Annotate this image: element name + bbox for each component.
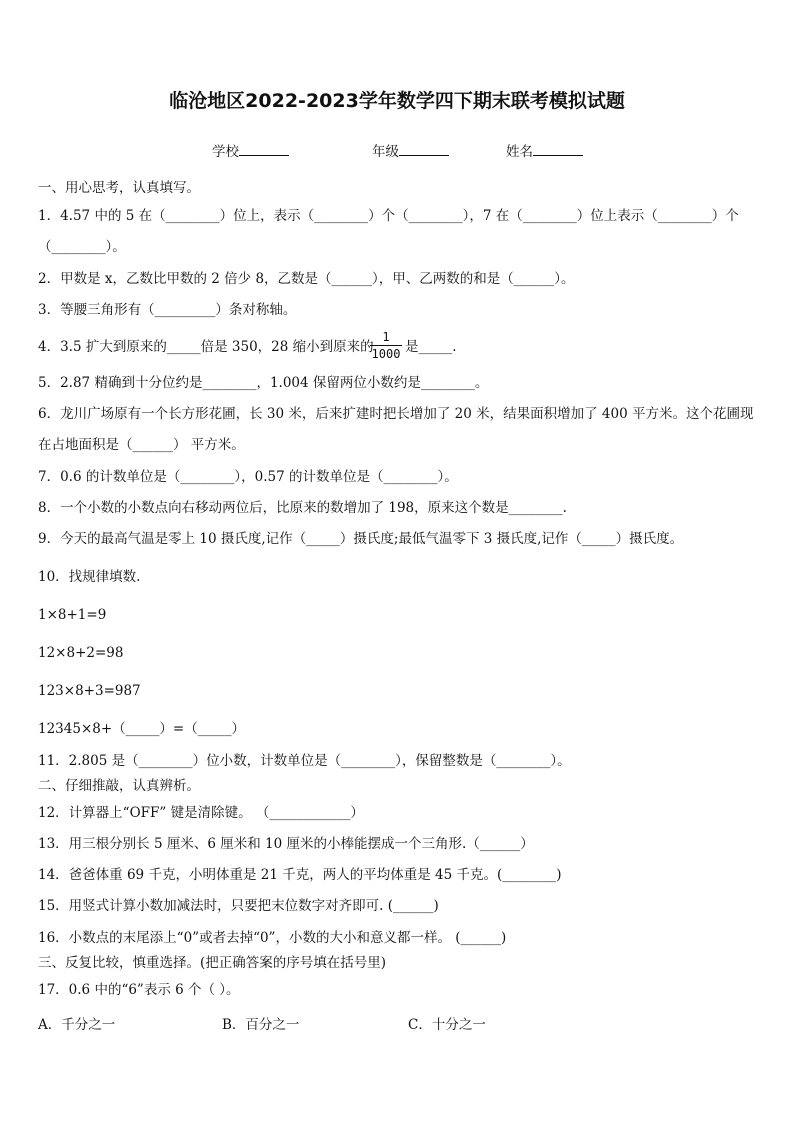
pattern-line-3: 123×8+3=987 xyxy=(38,683,141,699)
fraction-numerator: 1 xyxy=(382,330,390,344)
question-2: 2．甲数是 x，乙数比甲数的 2 倍少 8，乙数是（______），甲、乙两数的和是（______）。 xyxy=(38,271,575,287)
fraction xyxy=(368,330,404,361)
name-blank xyxy=(533,144,583,156)
fraction-denominator: 1000 xyxy=(371,347,401,361)
question-17: 17．0.6 中的“6”表示 6 个（ ）。 xyxy=(38,982,240,998)
question-15: 15．用竖式计算小数加减法时，只要把末位数字对齐即可. (______) xyxy=(38,898,439,914)
name-label: 姓名 xyxy=(506,144,533,160)
pattern-line-1: 1×8+1=9 xyxy=(38,607,107,623)
question-12: 12．计算器上“OFF” 键是清除键。 （____________） xyxy=(38,805,364,821)
question-3: 3．等腰三角形有（_________）条对称轴。 xyxy=(38,302,297,318)
school-field xyxy=(212,140,289,160)
school-blank xyxy=(239,144,289,156)
grade-field xyxy=(372,140,449,160)
question-10: 10．找规律填数. xyxy=(38,569,141,585)
question-6: 6．龙川广场原有一个长方形花圃，长 30 米，后来扩建时把长增加了 20 米，结果面积增加了 400 平方米。这个花圃现 xyxy=(38,406,754,422)
school-label: 学校 xyxy=(212,144,239,160)
fraction-bar xyxy=(370,345,402,346)
question-9: 9．今天的最高气温是零上 10 摄氏度,记作（_____）摄氏度;最低气温零下 3 摄氏度,记作（_____）摄氏度。 xyxy=(38,531,684,547)
question-13: 13．用三根分别长 5 厘米、6 厘米和 10 厘米的小棒能摆成一个三角形.（______） xyxy=(38,836,534,852)
question-7: 7．0.6 的计数单位是（________），0.57 的计数单位是（________）。 xyxy=(38,469,458,485)
option-b: B．百分之一 xyxy=(222,1017,300,1033)
question-14: 14．爸爸体重 69 千克，小明体重是 21 千克，两人的平均体重是 45 千克。(________) xyxy=(38,867,562,883)
section-3-heading: 三、反复比较，慎重选择。(把正确答案的序号填在括号里) xyxy=(38,955,387,971)
name-field xyxy=(506,140,583,160)
page-title: 临沧地区2022-2023学年数学四下期末联考模拟试题 xyxy=(169,90,625,112)
question-11: 11．2.805 是（________）位小数，计数单位是（________），保留整数是（________）。 xyxy=(38,753,571,769)
question-8: 8．一个小数的小数点向右移动两位后，比原来的数增加了 198，原来这个数是________. xyxy=(38,500,567,516)
option-a: A．千分之一 xyxy=(38,1017,116,1033)
pattern-line-2: 12×8+2=98 xyxy=(38,645,124,661)
pattern-line-4: 12345×8+（_____）=（_____） xyxy=(38,721,245,737)
question-1-cont: （________）。 xyxy=(38,239,126,255)
question-16: 16．小数点的末尾添上“0”或者去掉“0”，小数的大小和意义都一样。 (______) xyxy=(38,930,507,946)
question-6-cont: 在占地面积是（______） 平方米。 xyxy=(38,437,245,453)
question-5: 5．2.87 精确到十分位约是________，1.004 保留两位小数约是________。 xyxy=(38,375,489,391)
section-1-heading: 一、用心思考，认真填写。 xyxy=(38,180,200,196)
section-2-heading: 二、仔细推敲，认真辨析。 xyxy=(38,778,200,794)
question-4: 4．3.5 扩大到原来的_____倍是 350，28 缩小到原来的 xyxy=(38,339,374,355)
question-1: 1．4.57 中的 5 在（________）位上，表示（________）个（________），7 在（________）位上表示（________）个 xyxy=(38,208,739,224)
question-4-end: 是_____. xyxy=(405,339,457,355)
option-c: C．十分之一 xyxy=(408,1017,486,1033)
grade-label: 年级 xyxy=(372,144,399,160)
grade-blank xyxy=(399,144,449,156)
